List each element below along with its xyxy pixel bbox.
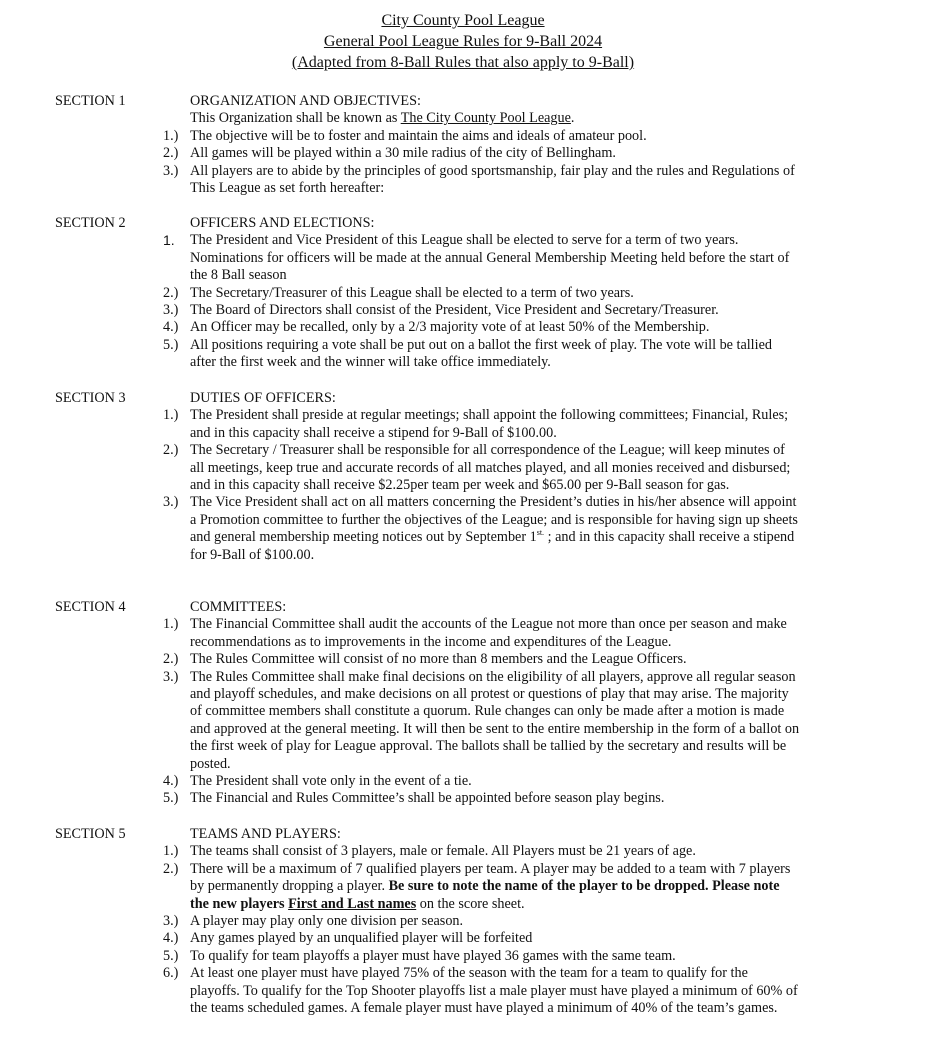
rule-number: 5.) <box>163 947 179 964</box>
rule-item <box>0 442 926 494</box>
rule-text: The President shall vote only in the event of a tie. <box>190 773 472 790</box>
rule-number: 1.) <box>163 616 179 633</box>
rule-number: 1.) <box>163 843 179 860</box>
section-label: SECTION 3 <box>55 390 126 406</box>
section-label: SECTION 2 <box>55 215 126 231</box>
rule-number: 3.) <box>163 494 179 511</box>
rule-number: 3.) <box>163 162 179 179</box>
rule-text: All games will be played within a 30 mile radius of the city of Bellingham. <box>190 145 616 162</box>
rule-item <box>0 128 926 145</box>
intro-text: This Organization shall be known as <box>190 110 401 127</box>
section-title: OFFICERS AND ELECTIONS: <box>190 215 375 231</box>
section-items <box>0 407 926 564</box>
rule-text: The Financial and Rules Committee’s shall be appointed before season play begins. <box>190 790 665 807</box>
rule-text: An Officer may be recalled, only by a 2/3 majority vote of at least 50% of the Membership. <box>190 319 710 336</box>
rule-number: 4.) <box>163 930 179 947</box>
bold-note: Be sure to note the name of the player to be dropped. Please note the new players <box>190 878 780 912</box>
section-label: SECTION 1 <box>55 93 126 109</box>
rule-text: The Secretary/Treasurer of this League shall be elected to a term of two years. <box>190 284 634 301</box>
league-name-heading: City County Pool League <box>381 12 545 29</box>
rule-number: 2.) <box>163 442 179 459</box>
rule-text: The Rules Committee shall make final decisions on the eligibility of all players, approve all regular season and playoff schedules, and make decisions on all protest or questions of play that may arise. The majority of committee members shall constitute a quorum. Rule changes can only be made after a motion is made and approved at the general meeting. It will then be sent to the entire membership in the form of a ballot on the first week of play for League approval. The ballots shall be tallied by the secretary and results will be posted. <box>190 668 800 772</box>
document-header <box>0 10 926 73</box>
rule-number: 3.) <box>163 302 179 319</box>
rule-item <box>0 861 926 913</box>
rule-text: Any games played by an unqualified player will be forfeited <box>190 930 533 947</box>
rule-number: 2.) <box>163 860 179 877</box>
rule-item <box>0 407 926 442</box>
rule-text: At least one player must have played 75% of the season with the team for a team to qualify for the playoffs. To qualify for the Top Shooter playoffs list a male player must have played a minimum of 60% of the teams scheduled games. A female player must have played a minimum of 40% of the team’s games. <box>190 965 798 1017</box>
rule-number: 6.) <box>163 965 179 982</box>
rule-item <box>0 145 926 162</box>
section-title: TEAMS AND PLAYERS: <box>190 826 341 842</box>
rule-text: A player may play only one division per season. <box>190 913 464 930</box>
section-intro <box>0 110 926 127</box>
rule-text: The Rules Committee will consist of no more than 8 members and the League Officers. <box>190 651 687 668</box>
rule-item <box>0 773 926 790</box>
rule-item <box>0 616 926 651</box>
rule-item <box>0 232 926 284</box>
rule-text: All players are to abide by the principles of good sportsmanship, fair play and the rules and Regulations of This League as set forth hereafter: <box>190 162 795 197</box>
rule-number: 4.) <box>163 773 179 790</box>
rule-item <box>0 669 926 773</box>
section-items <box>0 616 926 807</box>
rule-number: 2.) <box>163 145 179 162</box>
section-title: DUTIES OF OFFICERS: <box>190 390 336 406</box>
rule-item <box>0 948 926 965</box>
rule-text: There will be a maximum of 7 qualified players per team. A player may be added to a team with 7 players by permanently dropping a player. Be sure to note the name of the player to be dropped. Please note the new players First and Last names on the score sheet. <box>190 860 791 912</box>
rule-text: The Financial Committee shall audit the accounts of the League not more than once per season and make recommendations as to improvements in the income and expenditures of the League. <box>190 616 787 650</box>
rule-item <box>0 319 926 336</box>
rule-item <box>0 930 926 947</box>
rule-item <box>0 965 926 1017</box>
rule-text: The Secretary / Treasurer shall be responsible for all correspondence of the League; will keep minutes of all meetings, keep true and accurate records of all matches played, and all monies received and disbursed; and in this capacity shall receive $2.25per team per week and $65.00 per 9-Ball season for gas. <box>190 442 791 494</box>
rule-text: The objective will be to foster and maintain the aims and ideals of amateur pool. <box>190 127 647 144</box>
ordinal-superscript: st. <box>536 528 545 538</box>
rule-text: The Vice President shall act on all matters concerning the President’s duties in his/her absence will appoint a Promotion committee to further the objectives of the League; and is responsible for having sign up sheets and general membership meeting notices out by September $1^{st.}$ ; and in this capacity shall receive a stipend for 9-Ball of $100.00. <box>190 494 798 563</box>
rule-text: All positions requiring a vote shall be put out on a ballot the first week of play. The vote will be tallied after the first week and the winner will take office immediately. <box>190 336 772 371</box>
rule-number: 2.) <box>163 651 179 668</box>
rules-title-heading: General Pool League Rules for 9-Ball 2024 <box>323 33 603 50</box>
bold-underlined-note: First and Last names <box>288 895 417 912</box>
section-items <box>0 110 926 197</box>
section-items <box>0 843 926 1017</box>
rule-item <box>0 843 926 860</box>
rule-item <box>0 790 926 807</box>
rule-text: To qualify for team playoffs a player must have played 36 games with the same team. <box>190 947 676 964</box>
intro-period: . <box>570 110 575 127</box>
rule-number: 3.) <box>163 668 179 685</box>
rule-number: 1.) <box>163 407 179 424</box>
rule-item <box>0 651 926 668</box>
section-items <box>0 232 926 371</box>
section-label: SECTION 4 <box>55 599 126 615</box>
rule-number: 3.) <box>163 913 179 930</box>
rule-text: The President and Vice President of this League shall be elected to serve for a term of two years. Nominations for officers will be made at the annual General Membership Meeting held before the start of the 8 Ball season <box>190 232 790 284</box>
rule-item <box>0 913 926 930</box>
rule-number: 1.) <box>163 127 179 144</box>
section-title: COMMITTEES: <box>190 599 287 615</box>
rule-number: 5.) <box>163 790 179 807</box>
rule-text: The President shall preside at regular meetings; shall appoint the following committees; Financial, Rules; and in this capacity shall receive a stipend for 9-Ball of $100.00. <box>190 407 789 441</box>
section-label: SECTION 5 <box>55 826 126 842</box>
rule-text: The teams shall consist of 3 players, male or female. All Players must be 21 years of age. <box>190 843 696 860</box>
rule-number: 4.) <box>163 319 179 336</box>
league-name-underlined: The City County Pool League <box>400 110 571 127</box>
rule-item <box>0 285 926 302</box>
rule-item <box>0 302 926 319</box>
rule-number: 5.) <box>163 336 179 353</box>
rule-item <box>0 494 926 564</box>
rule-item <box>0 337 926 372</box>
section-title: ORGANIZATION AND OBJECTIVES: <box>190 93 421 109</box>
rules-subtitle-heading: (Adapted from 8-Ball Rules that also apply to 9-Ball) <box>291 54 635 71</box>
rule-item <box>0 163 926 198</box>
rule-number: 2.) <box>163 284 179 301</box>
rule-number: 1. <box>163 232 175 249</box>
rule-text: The Board of Directors shall consist of the President, Vice President and Secretary/Treasurer. <box>190 302 719 319</box>
